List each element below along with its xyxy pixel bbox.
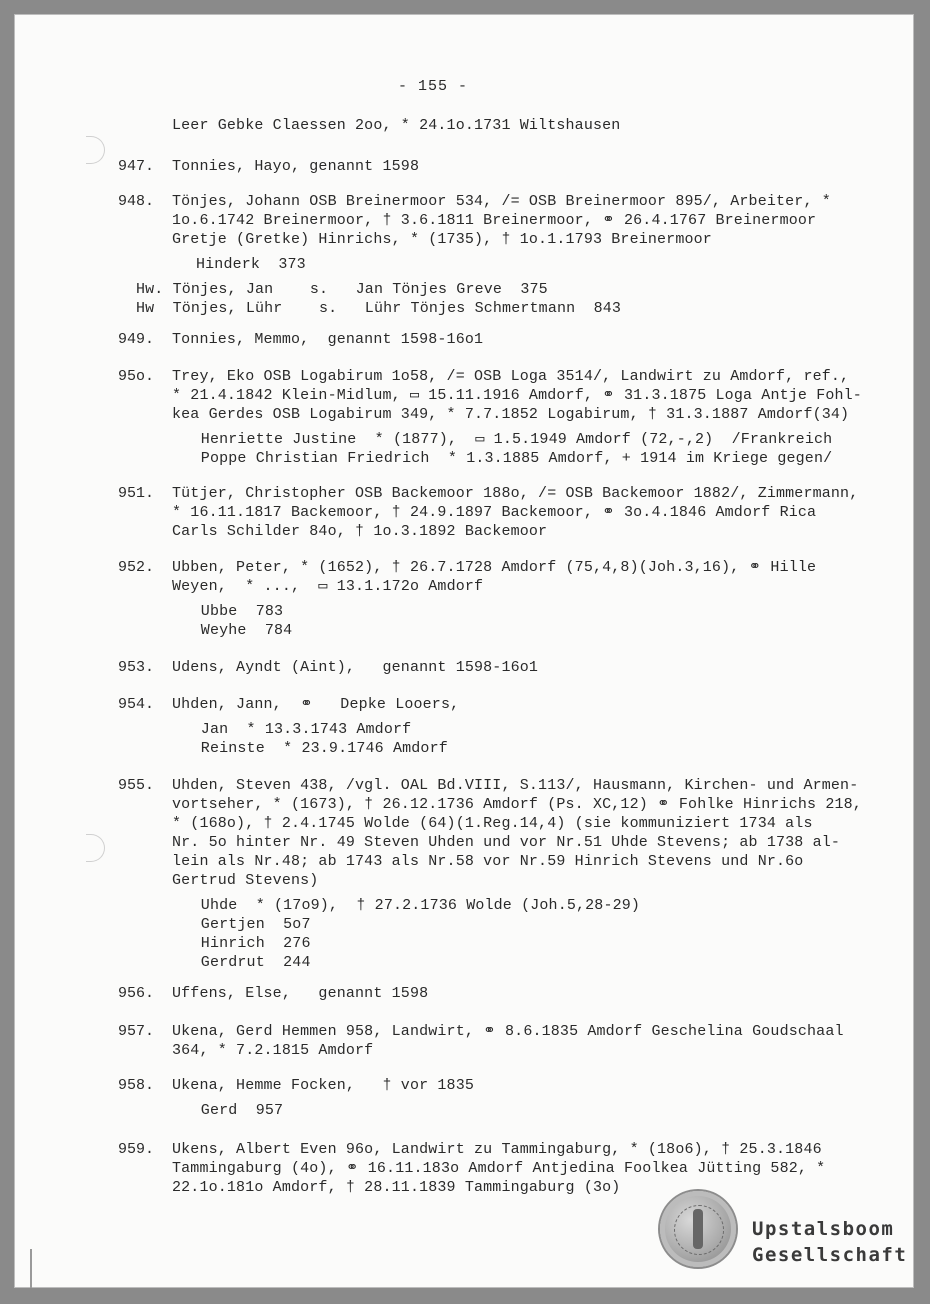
entry-line: Ubben, Peter, * (1652), † 26.7.1728 Amdorf (75,4,8)(Joh.3,16), ⚭ Hille (172, 559, 817, 576)
entry-line: Jan * 13.3.1743 Amdorf (200, 721, 412, 738)
punch-hole-mark (86, 834, 105, 862)
entry-line: Udens, Ayndt (Aint), genannt 1598-16o1 (172, 659, 539, 676)
entry-line: * (168o), † 2.4.1745 Wolde (64)(1.Reg.14,4) (sie kommuniziert 1734 als (172, 815, 813, 832)
entry-line: Gerd 957 (200, 1102, 284, 1119)
entry-number: 948. (118, 193, 155, 210)
entry-line: Hw Tönjes, Lühr s. Lühr Tönjes Schmertmann 843 (136, 300, 622, 317)
entry-line: Poppe Christian Friedrich * 1.3.1885 Amdorf, + 1914 im Kriege gegen/ (200, 450, 833, 467)
brand-line-2: Gesellschaft (752, 1244, 908, 1266)
entry-line: Reinste * 23.9.1746 Amdorf (200, 740, 448, 757)
entry-number: 947. (118, 158, 155, 175)
entry-line: Gerdrut 244 (200, 954, 311, 971)
entry-number: 958. (118, 1077, 155, 1094)
entry-line: Ukens, Albert Even 96o, Landwirt zu Tammingaburg, * (18o6), † 25.3.1846 (172, 1141, 822, 1158)
entry-line: Gertrud Stevens) (172, 872, 319, 889)
entry-line: Gretje (Gretke) Hinrichs, * (1735), † 1o.1.1793 Breinermoor (172, 231, 712, 248)
entry-number: 95o. (118, 368, 155, 385)
entry-line: Gertjen 5o7 (200, 916, 311, 933)
entry-line: Carls Schilder 84o, † 1o.3.1892 Backemoor (172, 523, 548, 540)
entry-line: Uhden, Jann, ⚭ Depke Looers, (172, 696, 460, 713)
punch-hole-mark (86, 136, 105, 164)
entry-line: Tonnies, Memmo, genannt 1598-16o1 (172, 331, 484, 348)
entry-line: * 16.11.1817 Backemoor, † 24.9.1897 Backemoor, ⚭ 3o.4.1846 Amdorf Rica (172, 504, 817, 521)
entry-line: Hinrich 276 (200, 935, 311, 952)
entry-line: Weyhe 784 (200, 622, 293, 639)
entry-line: Ubbe 783 (200, 603, 284, 620)
entry-line: Uhden, Steven 438, /vgl. OAL Bd.VIII, S.113/, Hausmann, Kirchen- und Armen- (172, 777, 859, 794)
entry-line: Nr. 5o hinter Nr. 49 Steven Uhden und vor Nr.51 Uhde Stevens; ab 1738 al- (172, 834, 841, 851)
margin-line (30, 1249, 32, 1288)
entry-number: 952. (118, 559, 155, 576)
entry-number: 955. (118, 777, 155, 794)
upstalsboom-seal-icon (660, 1191, 736, 1267)
entry-number: 956. (118, 985, 155, 1002)
entry-line: Uffens, Else, genannt 1598 (172, 985, 429, 1002)
entry-line: lein als Nr.48; ab 1743 als Nr.58 vor Nr.59 Hinrich Stevens und Nr.6o (172, 853, 804, 870)
entry-line: * 21.4.1842 Klein-Midlum, ▭ 15.11.1916 Amdorf, ⚭ 31.3.1875 Loga Antje Fohl- (172, 387, 862, 404)
entry-line: vortseher, * (1673), † 26.12.1736 Amdorf (Ps. XC,12) ⚭ Fohlke Hinrichs 218, (172, 796, 862, 813)
entry-line: 364, * 7.2.1815 Amdorf (172, 1042, 374, 1059)
entry-line: Tönjes, Johann OSB Breinermoor 534, /= OSB Breinermoor 895/, Arbeiter, * (172, 193, 831, 210)
entry-line: Tammingaburg (4o), ⚭ 16.11.183o Amdorf Antjedina Foolkea Jütting 582, * (172, 1160, 826, 1177)
entry-line: 1o.6.1742 Breinermoor, † 3.6.1811 Breinermoor, ⚭ 26.4.1767 Breinermoor (172, 212, 817, 229)
entry-line: Tonnies, Hayo, genannt 1598 (172, 158, 420, 175)
entry-line: Ukena, Gerd Hemmen 958, Landwirt, ⚭ 8.6.1835 Amdorf Geschelina Goudschaal (172, 1023, 844, 1040)
entry-line: Hw. Tönjes, Jan s. Jan Tönjes Greve 375 (136, 281, 548, 298)
entry-line: Hinderk 373 (196, 256, 306, 273)
entry-number: 957. (118, 1023, 155, 1040)
document-page (14, 14, 914, 1288)
entry-line: kea Gerdes OSB Logabirum 349, * 7.7.1852 Logabirum, † 31.3.1887 Amdorf(34) (172, 406, 850, 423)
entry-line: 22.1o.181o Amdorf, † 28.11.1839 Tammingaburg (3o) (172, 1179, 621, 1196)
entry-number: 949. (118, 331, 155, 348)
entry-line: Tütjer, Christopher OSB Backemoor 188o, /= OSB Backemoor 1882/, Zimmermann, (172, 485, 859, 502)
entry-line: Leer Gebke Claessen 2oo, * 24.1o.1731 Wiltshausen (172, 117, 621, 134)
page-number: - 155 - (398, 78, 469, 95)
entry-line: Uhde * (17o9), † 27.2.1736 Wolde (Joh.5,28-29) (200, 897, 641, 914)
entry-number: 954. (118, 696, 155, 713)
brand-line-1: Upstalsboom (752, 1218, 895, 1240)
entry-line: Henriette Justine * (1877), ▭ 1.5.1949 Amdorf (72,-,2) /Frankreich (200, 431, 833, 448)
entry-number: 959. (118, 1141, 155, 1158)
entry-line: Weyen, * ..., ▭ 13.1.172o Amdorf (172, 578, 484, 595)
entry-line: Trey, Eko OSB Logabirum 1o58, /= OSB Loga 3514/, Landwirt zu Amdorf, ref., (172, 368, 850, 385)
entry-line: Ukena, Hemme Focken, † vor 1835 (172, 1077, 474, 1094)
entry-number: 951. (118, 485, 155, 502)
entry-number: 953. (118, 659, 155, 676)
